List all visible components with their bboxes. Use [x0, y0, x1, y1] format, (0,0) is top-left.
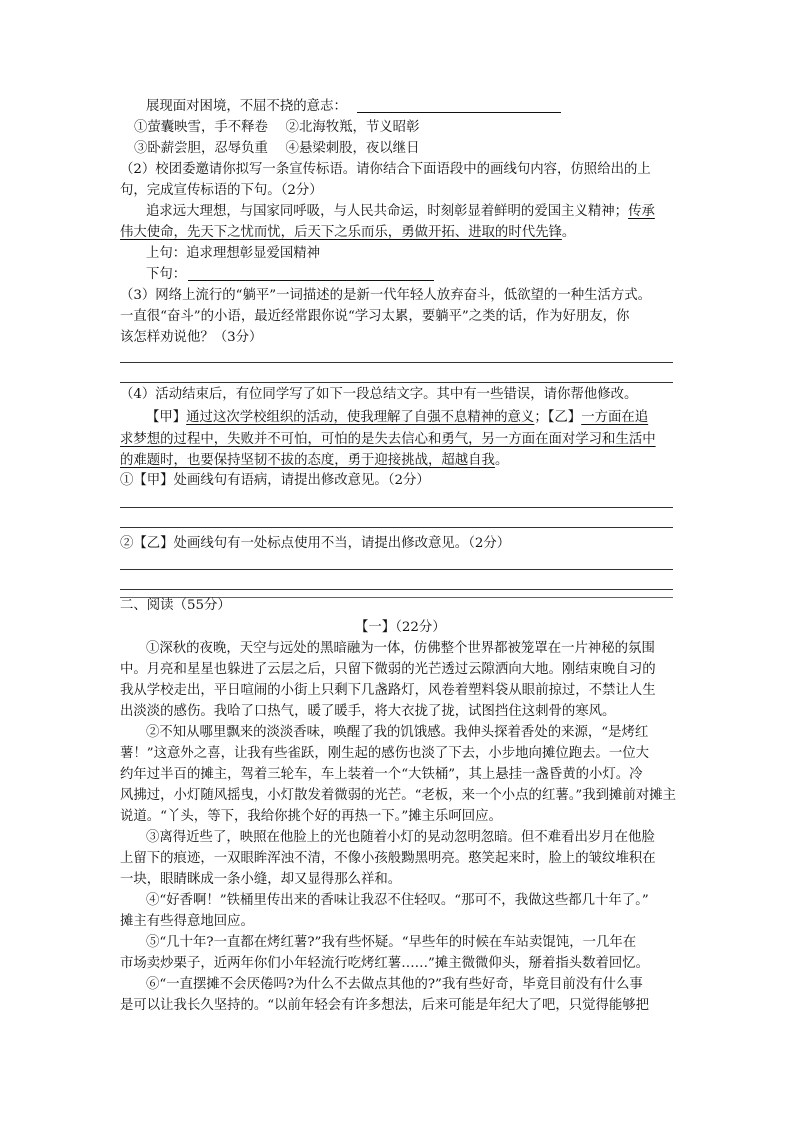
q2-underlined-sentence-start: 传承 [628, 204, 655, 219]
passage-line: ②不知从哪里飘来的淡淡香味，唤醒了我的饥饿感。我伸头探着香处的来源，“是烤红 [146, 725, 649, 740]
q3-question-line2: 一直很“奋斗”的小语，最近经常跟你说“学习太累，要躺平”之类的话，作为好朋友，你 [120, 309, 630, 324]
part-title: 【一】（22分） [355, 620, 446, 635]
q1-answer-blank[interactable] [357, 112, 561, 113]
q4-paragraph-line1 [146, 408, 648, 428]
q4-jia-label: 【甲】 [146, 410, 187, 425]
q4-subquestion-2: ②【乙】处画线句有一处标点使用不当，请提出修改意见。（2分） [120, 536, 511, 551]
q4-paragraph-line2 [120, 430, 656, 450]
passage-line: 是可以让我长久坚持的。“以前年轻会有许多想法，后来可能是年纪大了吧，只觉得能够把 [120, 998, 650, 1013]
q1-prompt: 展现面对困境，不屈不挠的意志： [146, 99, 347, 114]
passage-line: 约年过半百的摊主，驾着三轮车，车上装着一个“大铁桶”，其上悬挂一盏昏黄的小灯。冷 [120, 767, 643, 782]
passage-line: 说道。“丫头，等下，我给你挑个好的再热一下。”摊主乐呵回应。 [120, 809, 502, 824]
passage-line: 薯！”这意外之喜，让我有些雀跃，刚生起的感伤也淡了下去，小步地向摊位跑去。一位大 [120, 746, 650, 761]
q3-question-line3: 该怎样劝说他？（3分） [120, 330, 263, 345]
q2-paragraph-line1 [146, 202, 655, 222]
q2-underlined-sentence: 伟大使命，先天下之忧而忧，后天下之乐而乐，勇做开拓、进取的时代先锋 [120, 225, 562, 240]
q4-yi-sentence-end: 的难题时，也要保持坚韧不拔的态度，勇于迎接挑战，超越自我 [120, 453, 495, 468]
section-heading: 二、阅读（55分） [120, 598, 231, 613]
passage-line: ⑥“一直摆摊不会厌倦吗?为什么不去做点其他的?”我有些好奇，毕竟目前没有什么事 [146, 977, 643, 992]
q3-answer-line-2[interactable] [120, 382, 673, 383]
passage-line: ①深秋的夜晚，天空与远处的黑暗融为一体，仿佛整个世界都被笼罩在一片神秘的氛围 [146, 641, 655, 656]
q2-paragraph-line2 [120, 223, 575, 243]
q4-intro: （4）活动结束后，有位同学写了如下一段总结文字。其中有一些错误，请你帮他修改。 [120, 387, 638, 402]
passage-line: 上留下的痕迹，一双眼眸浑浊不清，不像小孩般黝黑明亮。憨笑起来时，脸上的皱纹堆积在 [120, 851, 656, 866]
q2-answer-blank[interactable] [188, 280, 434, 281]
q4-paragraph-end: 。 [494, 453, 509, 468]
q2-question-line2: 句，完成宣传标语的下句。（2分） [120, 183, 323, 198]
q4-1-answer-line-1[interactable] [120, 507, 673, 508]
passage-line: 摊主有些得意地回应。 [120, 914, 254, 929]
q4-yi-label: ；【乙】 [534, 410, 582, 425]
passage-line: 一块，眼睛眯成一条小缝，却又显得那么祥和。 [120, 872, 402, 887]
passage-line: ③离得近些了，映照在他脸上的光也随着小灯的晃动忽明忽暗。但不难看出岁月在他脸 [146, 830, 655, 845]
passage-line: ⑤“几十年?一直都在烤红薯?”我有些怀疑。“早些年的时候在车站卖馄饨，一几年在 [146, 935, 637, 950]
q4-2-answer-line-2[interactable] [120, 589, 673, 590]
q2-paragraph-end: 。 [561, 225, 576, 240]
q4-subquestion-1: ①【甲】处画线句有语病，请提出修改意见。（2分） [120, 473, 430, 488]
q4-yi-sentence-middle: 求梦想的过程中，失败并不可怕，可怕的是失去信心和勇气，另一方面在面对学习和生活中 [120, 432, 656, 447]
q4-jia-sentence: 通过这次学校组织的活动，使我理解了自强不息精神的意义 [186, 410, 535, 425]
passage-line: 中。月亮和星星也躲进了云层之后，只留下微弱的光芒透过云隙洒向大地。刚结束晚自习的 [120, 662, 656, 677]
passage-line: 风拂过，小灯随风摇曳，小灯散发着微弱的光芒。“老板，来一个小点的红薯。”我到摊前对摊主 [120, 788, 677, 803]
q3-question-line1: （3）网络上流行的“躺平”一词描述的是新一代年轻人放弃奋斗，低欲望的一种生活方式。 [120, 288, 652, 303]
q3-answer-line-1[interactable] [120, 362, 673, 363]
q4-paragraph-line3 [120, 451, 508, 471]
q4-yi-sentence-start: 一方面在追 [581, 410, 649, 425]
q4-2-answer-line-1[interactable] [120, 569, 673, 570]
q4-1-answer-line-2[interactable] [120, 527, 673, 528]
q2-paragraph-text: 追求远大理想，与国家同呼吸，与人民共命运，时刻彰显着鲜明的爱国主义精神； [146, 204, 629, 219]
q2-lower-label: 下句： [146, 267, 187, 282]
passage-line: 出淡淡的感伤。我哈了口热气，暖了暖手，将大衣拢了拢，试图挡住这刺骨的寒风。 [120, 704, 616, 719]
q1-options-row1: ①萤囊映雪，手不释卷 ②北海牧羝，节义昭彰 [134, 120, 420, 135]
q2-question-line1: （2）校团委邀请你拟写一条宣传标语。请你结合下面语段中的画线句内容，仿照给出的上 [120, 162, 651, 177]
q2-upper-line: 上句：追求理想彰显爱国精神 [146, 246, 321, 261]
q1-options-row2: ③卧薪尝胆，忍辱负重 ④悬梁刺股，夜以继日 [134, 141, 420, 156]
passage-line: 我从学校走出，平日喧闹的小街上只剩下几盏路灯，风卷着塑料袋从眼前掠过，不禁让人生 [120, 683, 656, 698]
passage-line: 市场卖炒栗子，近两年你们小年轻流行吃烤红薯……”摊主微微仰头，掰着指头数着回忆。 [120, 956, 650, 971]
passage-line: ④“好香啊！”铁桶里传出来的香味让我忍不住轻叹。“那可不，我做这些都几十年了。” [146, 893, 649, 908]
